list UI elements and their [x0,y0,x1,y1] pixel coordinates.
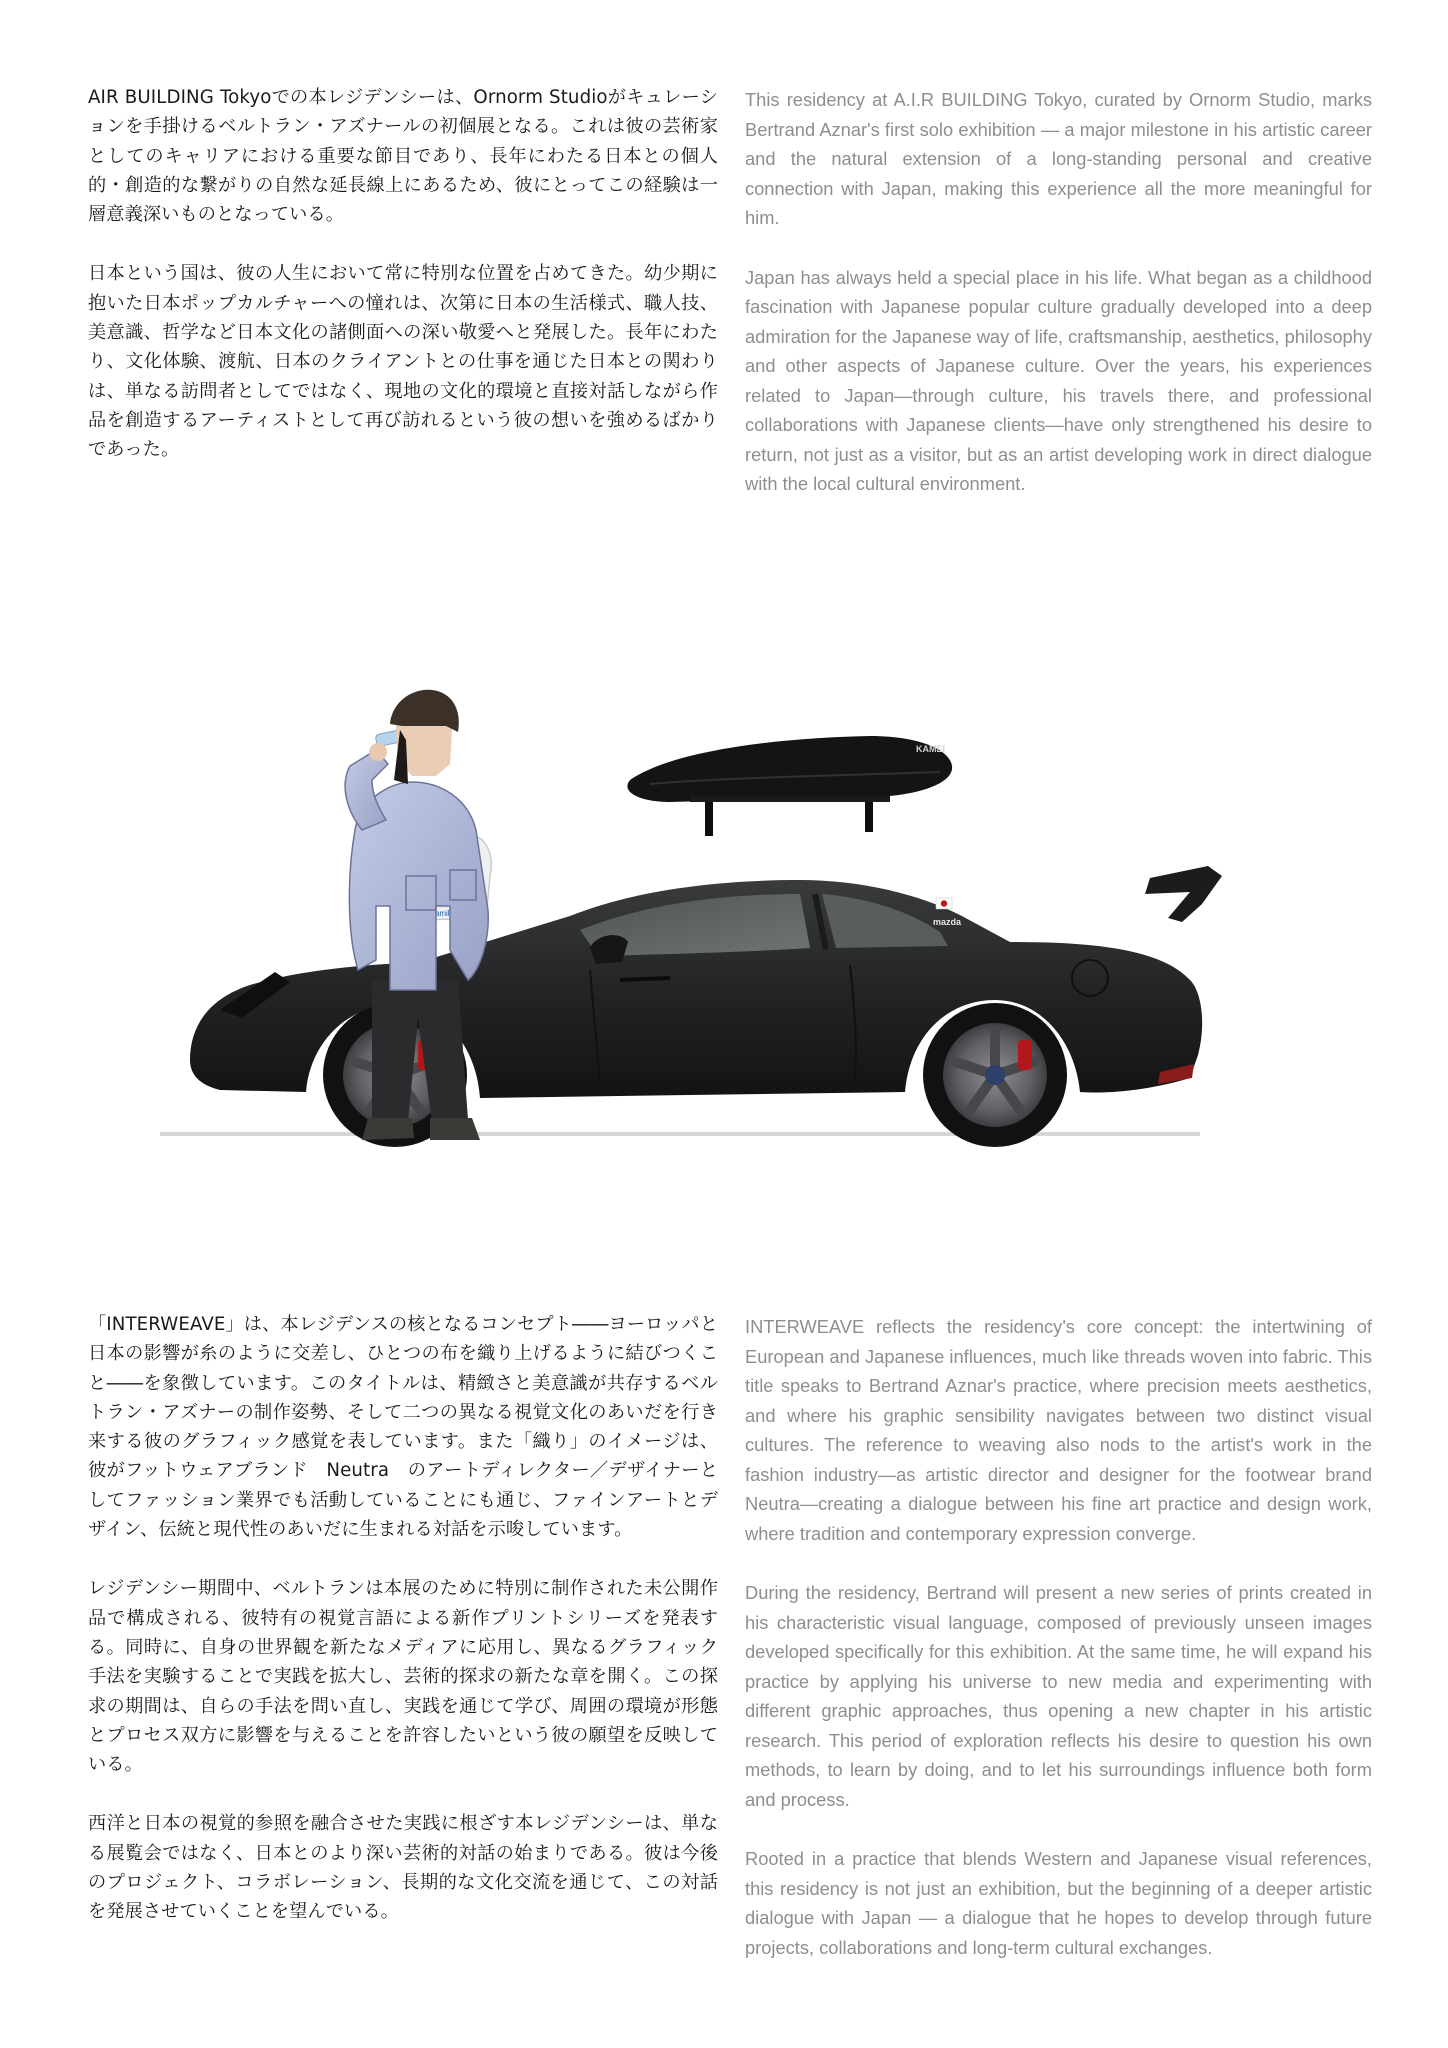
body-english-column [745,1312,1372,1962]
rear-spoiler [1145,866,1222,922]
intro-en-paragraph-2: Japan has always held a special place in his life. What began as a childhood fascination with Japanese popular culture gradually developed into a deep admiration for the Japanese way of life, craftsmanship, aesthetics, philosophy and other aspects of Japanese culture. Over the years, his experiences related to Japan—through culture, his travels there, and professional collaborations with Japanese clients—have only strengthened his desire to return, not just as a visitor, but as an artist developing work in direct dialogue with the local cultural environment. [745,266,1372,494]
japan-flag-sun [941,900,947,906]
body-en-paragraph-1: INTERWEAVE reflects the residency's core concept: the intertwining of European and Japanese influences, much like threads woven into fabric. This title speaks to Bertrand Aznar's practice, where precision meets aesthetics, and where his graphic sensibility navigates between two distinct visual cultures. The reference to weaving also nods to the artist's work in the fashion industry—as artistic director and designer for the footwear brand Neutra—creating a dialogue between his fine art practice and design work, where tradition and contemporary expression converge. [745,1316,1372,1544]
hand [369,743,387,761]
roof-rack-leg-front [705,798,713,836]
beanie [390,690,459,732]
intro-japanese-column [88,83,718,465]
intro-en-paragraph-1: This residency at A.I.R BUILDING Tokyo, curated by Ornorm Studio, marks Bertrand Aznar's first solo exhibition — a major milestone in his artistic career and the natural extension of a long-standing personal and creative connection with Japan, making this experience all the more meaningful for him. [745,89,1372,228]
car-and-person-illustration [150,680,1310,1170]
body-jp-paragraph-1: 「INTERWEAVE」は、本レジデンスの核となるコンセプト――ヨーロッパと日本の影響が糸のように交差し、ひとつの布を織り上げるように結びつくこと――を象徴しています。このタイトルは、精緻さと美意識が共存するベルトラン・アズナーの制作姿勢、そして二つの異なる視覚文化のあいだを行き来する彼のグラフィック感覚を表しています。また「織り」のイメージは、彼がフットウェアブランド Neutra のアートディレクター／デザイナーとしてファッション業界でも活動していることにも通じ、ファインアートとデザイン、伝統と現代性のあいだに生まれる対話を示唆しています。 [88,1314,718,1541]
intro-jp-paragraph-2: 日本という国は、彼の人生において常に特別な位置を占めてきた。幼少期に抱いた日本ポップカルチャーへの憧れは、次第に日本の生活様式、職人技、美意識、哲学など日本文化の諸側面への深い敬愛へと発展した。長年にわたり、文化体験、渡航、日本のクライアントとの仕事を通じた日本との関わりは、単なる訪問者としてではなく、現地の文化的環境と直接対話しながら作品を創造するアーティストとして再び訪れるという彼の想いを強めるばかりであった。 [88,263,718,461]
rear-wheel [923,1003,1067,1147]
body-en-paragraph-2: During the residency, Bertrand will present a new series of prints created in his characteristic visual language, composed of previously unseen images developed specifically for this exhibition. At the same time, he will expand his practice by applying his universe to new media and experimenting with different graphic approaches, thus opening a new chapter in his artistic research. This period of exploration reflects his desire to question his own methods, to learn by doing, and to let his surroundings influence both form and process. [745,1582,1372,1810]
rear-brake-caliper [1018,1040,1032,1070]
door-handle [620,978,670,980]
intro-english-column [745,85,1372,499]
body-en-paragraph-3: Rooted in a practice that blends Western and Japanese visual references, this residency is not just an exhibition, but the beginning of a deeper artistic dialogue with Japan — a dialogue that he hopes to develop through future projects, collaborations and long-term cultural exchanges. [745,1848,1372,1958]
roof-box-badge: KAMEI [916,744,945,754]
body-jp-paragraph-3: 西洋と日本の視覚的参照を融合させた実践に根ざす本レジデンシーは、単なる展覧会ではなく、日本とのより深い芸術的対話の始まりである。彼は今後のプロジェクト、コラボレーション、長期的な文化交流を通じて、この対話を発展させていくことを望んでいる。 [88,1813,718,1923]
raised-arm [345,750,388,830]
roof-rack-bar [690,796,890,802]
ground-shadow [160,1132,1200,1136]
roof-box [627,736,952,802]
car-badge: mazda [933,917,962,927]
body-jp-paragraph-2: レジデンシー期間中、ベルトランは本展のために特別に制作された未公開作品で構成される、彼特有の視覚言語による新作プリントシリーズを発表する。同時に、自身の世界観を新たなメディアに応用し、異なるグラフィック手法を実験することで実践を拡大し、芸術的探求の新たな章を開く。この探求の期間は、自らの手法を問い直し、実践を通じて学び、周囲の環境が形態とプロセス双方に影響を与えることを許容したいという彼の願望を反映している。 [88,1578,718,1776]
left-shoe [362,1118,414,1140]
body-japanese-column [88,1310,718,1927]
intro-jp-paragraph-1: AIR BUILDING Tokyoでの本レジデンシーは、Ornorm Studioがキュレーションを手掛けるベルトラン・アズナールの初個展となる。これは彼の芸術家としてのキャリアにおける重要な節目であり、長年にわたる日本との個人的・創造的な繋がりの自然な延長線上にあるため、彼にとってこの経験は一層意義深いものとなっている。 [88,87,718,226]
right-shoe [430,1118,480,1140]
